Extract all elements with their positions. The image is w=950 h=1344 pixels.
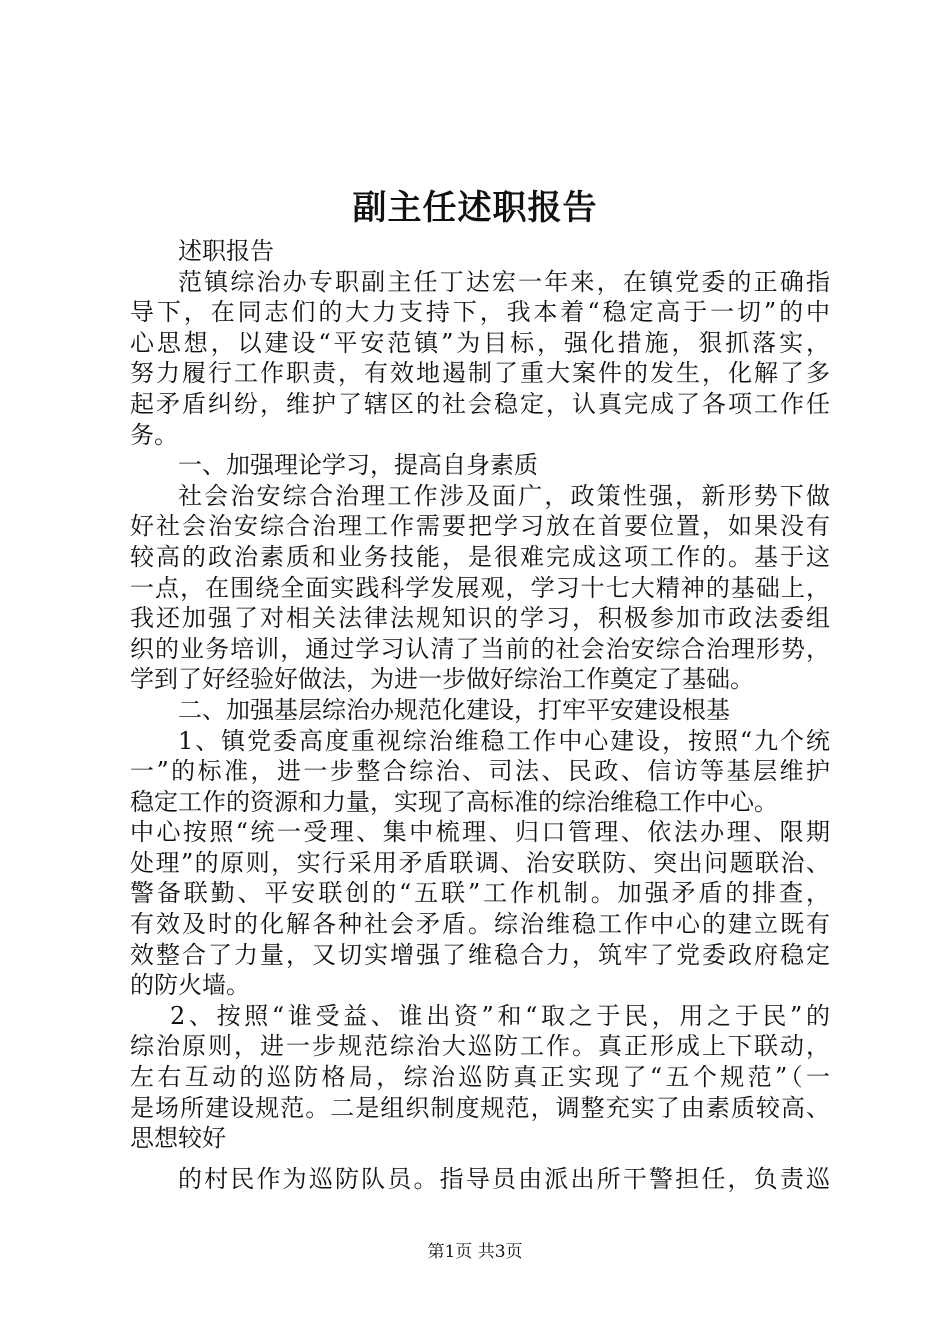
text-line: 我还加强了对相关法律法规知识的学习，积极参加市政法委组 [130,604,830,633]
text-line: 较高的政治素质和业务技能，是很难完成这项工作的。基于这 [130,542,830,571]
section-heading: 一、加强理论学习，提高自身素质 [178,451,538,480]
text-line: 的防火墙。 [130,971,250,1000]
text-line: 社会治安综合治理工作涉及面广，政策性强，新形势下做 [178,481,830,510]
text-line: 处理”的原则，实行采用矛盾联调、治安联防、突出问题联治、 [130,848,830,877]
text-line: 警备联勤、平安联创的“五联”工作机制。加强矛盾的排查， [130,879,830,908]
text-line: 稳定工作的资源和力量，实现了高标准的综治维稳工作中心。 [130,787,778,816]
text-line: 努力履行工作职责，有效地遏制了重大案件的发生，化解了多 [130,359,830,388]
text-line: 综治原则，进一步规范综治大巡防工作。真正形成上下联动， [130,1032,830,1061]
text-line: 左右互动的巡防格局，综治巡防真正实现了“五个规范”（一 [130,1063,830,1092]
text-line: 心思想，以建设“平安范镇”为目标，强化措施，狠抓落实， [130,328,830,357]
text-line: 的村民作为巡防队员。指导员由派出所干警担任，负责巡 [178,1164,830,1193]
page-footer: 第1页 共3页 [427,1242,523,1262]
text-line: 好社会治安综合治理工作需要把学习放在首要位置，如果没有 [130,512,830,541]
text-line: 是场所建设规范。二是组织制度规范，调整充实了由素质较高、 [130,1093,830,1122]
text-line: 起矛盾纠纷，维护了辖区的社会稳定，认真完成了各项工作任 [130,389,830,418]
text-line: 范镇综治办专职副主任丁达宏一年来，在镇党委的正确指 [178,267,830,296]
document-title: 副主任述职报告 [352,188,598,228]
text-line: 有效及时的化解各种社会矛盾。综治维稳工作中心的建立既有 [130,910,830,939]
text-line: 思想较好 [130,1124,226,1153]
text-line: 导下，在同志们的大力支持下，我本着“稳定高于一切”的中 [130,298,830,327]
text-line: 务。 [130,420,178,449]
text-line: 1、镇党委高度重视综治维稳工作中心建设，按照“九个统 [178,726,830,755]
text-line: 述职报告 [178,237,274,265]
text-line: 一”的标准，进一步整合综治、司法、民政、信访等基层维护 [130,757,830,786]
document-body [130,236,830,1194]
text-line: 一点，在围绕全面实践科学发展观，学习十七大精神的基础上， [130,573,830,602]
text-line: 织的业务培训，通过学习认清了当前的社会治安综合治理形势， [130,634,830,663]
text-line: 2、按照“谁受益、谁出资”和“取之于民，用之于民”的 [170,1001,830,1030]
section-heading: 二、加强基层综治办规范化建设，打牢平安建设根基 [178,695,730,724]
text-line: 中心按照“统一受理、集中梳理、归口管理、依法办理、限期 [130,818,830,847]
text-line: 效整合了力量，又切实增强了维稳合力，筑牢了党委政府稳定 [130,940,830,969]
text-line: 学到了好经验好做法，为进一步做好综治工作奠定了基础。 [130,665,754,694]
